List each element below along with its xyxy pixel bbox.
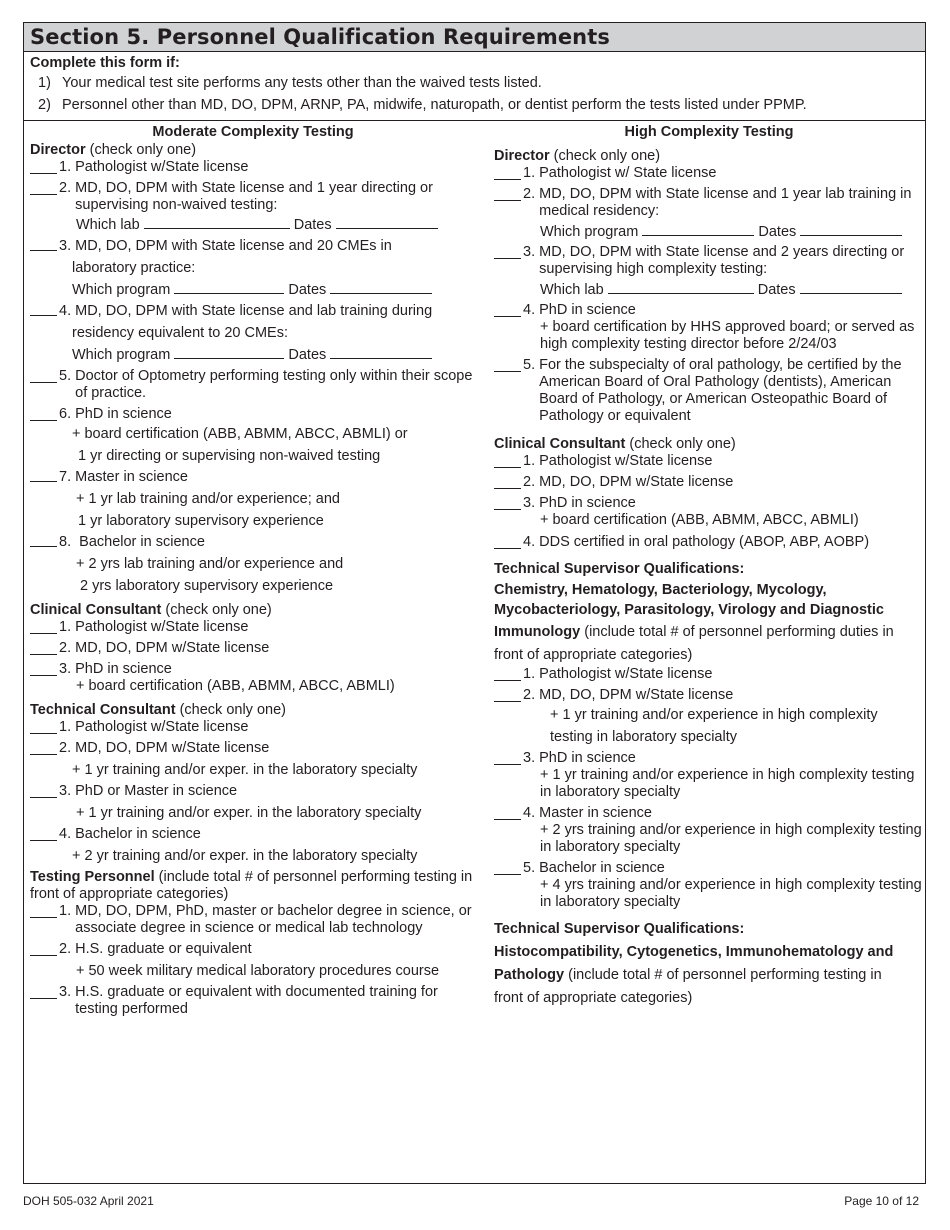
checklist-item[interactable]: 5. Bachelor in science (494, 860, 924, 877)
count-blank[interactable] (30, 903, 57, 918)
section-heading: Director (check only one) (30, 142, 197, 158)
intro-condition: 1) Your medical test site performs any tests other than the waived tests listed. (38, 75, 542, 91)
count-blank[interactable] (494, 666, 521, 681)
count-blank[interactable] (494, 495, 521, 510)
checklist-item[interactable]: 3. PhD in science (494, 495, 924, 512)
section-heading: Director (check only one) (494, 148, 661, 164)
checklist-item[interactable]: 3. PhD in science (30, 661, 476, 678)
count-blank[interactable] (30, 941, 57, 956)
checklist-item[interactable]: 8. Bachelor in science (30, 532, 476, 553)
lab-field[interactable] (608, 281, 754, 294)
checklist-item[interactable]: 2. H.S. graduate or equivalent (30, 941, 476, 958)
count-blank[interactable] (30, 406, 57, 421)
item-sub: 1 yr laboratory supervisory experience (78, 513, 324, 529)
fill-row: Which lab Dates (494, 278, 924, 302)
count-blank[interactable] (30, 719, 57, 734)
count-blank[interactable] (494, 357, 521, 372)
section-heading: Clinical Consultant (check only one) (30, 602, 272, 618)
count-blank[interactable] (30, 368, 57, 383)
item-sub: + 1 yr training and/or exper. in the laboratory specialty (72, 762, 418, 778)
count-blank[interactable] (494, 165, 521, 180)
count-blank[interactable] (30, 783, 57, 798)
dates-field[interactable] (336, 216, 438, 229)
lab-field[interactable] (144, 216, 290, 229)
dates-field[interactable] (330, 281, 432, 294)
item-sub: + 1 yr lab training and/or experience; and (76, 491, 340, 507)
fill-row: Which program Dates (30, 279, 476, 301)
checklist-item[interactable]: 4. Master in science (494, 805, 924, 822)
count-blank[interactable] (30, 984, 57, 999)
checklist-item[interactable]: 4. MD, DO, DPM with State license and lab training during (30, 301, 476, 322)
column-title: High Complexity Testing (624, 124, 794, 140)
count-blank[interactable] (494, 534, 521, 549)
fill-row: Which lab Dates (30, 214, 476, 236)
fill-row: Which program Dates (30, 344, 476, 366)
moderate-complexity-column (30, 123, 476, 1018)
section-heading: Testing Personnel (include total # of personnel performing testing in front of appropriate categories) (30, 869, 473, 902)
checklist-item[interactable]: 1. Pathologist w/State license (494, 666, 924, 683)
count-blank[interactable] (494, 186, 521, 201)
footer-form-number: DOH 505-032 April 2021 (23, 1194, 154, 1208)
checklist-item[interactable]: 2. MD, DO, DPM with State license and 1 year lab training in medical residency: (494, 186, 924, 220)
section-subheading: Chemistry, Hematology, Bacteriology, Mycology, (494, 582, 827, 598)
count-blank[interactable] (494, 687, 521, 702)
checklist-item[interactable]: 4. Bachelor in science (30, 826, 476, 843)
item-sub: + board certification (ABB, ABMM, ABCC, ABMLI) (76, 678, 395, 694)
count-blank[interactable] (30, 236, 57, 251)
count-blank[interactable] (494, 453, 521, 468)
item-cont: residency equivalent to 20 CMEs: (72, 325, 288, 341)
item-cont: laboratory practice: (72, 260, 196, 276)
count-blank[interactable] (30, 661, 57, 676)
count-blank[interactable] (30, 301, 57, 316)
count-blank[interactable] (30, 619, 57, 634)
program-field[interactable] (642, 223, 754, 236)
section-subheading: Histocompatibility, Cytogenetics, Immunohematology and (494, 944, 894, 960)
section-subheading: Immunology (include total # of personnel performing duties in (494, 624, 894, 640)
program-field[interactable] (174, 281, 284, 294)
count-blank[interactable] (30, 180, 57, 195)
high-complexity-column (494, 123, 924, 1009)
dates-field[interactable] (800, 281, 902, 294)
section-heading: Technical Supervisor Qualifications: (494, 921, 745, 937)
item-sub: + 1 yr training and/or experience in high complexity testing in laboratory specialty (540, 767, 915, 800)
program-field[interactable] (174, 346, 284, 359)
section-heading: Technical Consultant (check only one) (30, 702, 286, 718)
count-blank[interactable] (30, 640, 57, 655)
checklist-item[interactable]: 5. For the subspecialty of oral pathology, be certified by the American Board of Oral Pathology (dentists), American Board of Pathology, or American Osteopathic Board of Pathology or equivalent (494, 357, 924, 425)
count-blank[interactable] (494, 805, 521, 820)
divider (24, 120, 925, 121)
checklist-item[interactable]: 2. MD, DO, DPM w/State license (30, 640, 476, 657)
checklist-item[interactable]: 1. Pathologist w/State license (494, 453, 924, 470)
count-blank[interactable] (494, 474, 521, 489)
count-blank[interactable] (494, 750, 521, 765)
checklist-item[interactable]: 1. Pathologist w/ State license (494, 165, 924, 182)
section-note: front of appropriate categories) (494, 647, 693, 663)
count-blank[interactable] (30, 826, 57, 841)
form-frame (23, 22, 926, 1184)
count-blank[interactable] (30, 740, 57, 755)
checklist-item[interactable]: 2. MD, DO, DPM w/State license (30, 740, 476, 757)
fill-row: Which program Dates (494, 220, 924, 244)
section-subheading: Pathology (include total # of personnel performing testing in (494, 967, 882, 983)
footer-page-number: Page 10 of 12 (844, 1194, 919, 1208)
checklist-item[interactable]: 1. Pathologist w/State license (30, 619, 476, 636)
section-title: Section 5. Personnel Qualification Requirements (30, 25, 610, 49)
intro-condition: 2) Personnel other than MD, DO, DPM, ARNP, PA, midwife, naturopath, or dentist perform the tests listed under PPMP. (38, 97, 807, 113)
checklist-item[interactable]: 7. Master in science (30, 467, 476, 488)
count-blank[interactable] (30, 532, 57, 547)
checklist-item[interactable]: 3. H.S. graduate or equivalent with documented training for testing performed (30, 984, 476, 1018)
item-sub: 1 yr directing or supervising non-waived testing (78, 448, 381, 464)
checklist-item[interactable]: 3. MD, DO, DPM with State license and 2 years directing or supervising high complexity testing: (494, 244, 924, 278)
column-title: Moderate Complexity Testing (152, 124, 354, 140)
item-sub: + 1 yr training and/or exper. in the laboratory specialty (76, 805, 422, 821)
checklist-item[interactable]: 3. PhD in science (494, 750, 924, 767)
checklist-item[interactable]: 1. Pathologist w/State license (30, 159, 476, 176)
count-blank[interactable] (30, 467, 57, 482)
section-subheading: Mycobacteriology, Parasitology, Virology and Diagnostic (494, 602, 884, 618)
checklist-item[interactable]: 1. MD, DO, DPM, PhD, master or bachelor degree in science, or associate degree in science or medical lab technology (30, 903, 476, 937)
item-sub: + 2 yrs training and/or experience in high complexity testing in laboratory specialty (540, 822, 922, 855)
count-blank[interactable] (30, 159, 57, 174)
checklist-item[interactable]: 4. DDS certified in oral pathology (ABOP, ABP, AOBP) (494, 534, 924, 551)
item-sub: + board certification (ABB, ABMM, ABCC, ABMLI) or (72, 426, 408, 442)
checklist-item[interactable]: 3. MD, DO, DPM with State license and 20 CMEs in (30, 236, 476, 257)
item-sub: + 2 yrs lab training and/or experience and (76, 556, 344, 572)
item-sub: 2 yrs laboratory supervisory experience (80, 578, 334, 594)
count-blank[interactable] (494, 302, 521, 317)
section-note: front of appropriate categories) (494, 990, 693, 1006)
item-sub: + 1 yr training and/or experience in high complexity (550, 707, 878, 723)
item-sub: + 4 yrs training and/or experience in high complexity testing in laboratory specialty (540, 877, 922, 910)
section-heading: Technical Supervisor Qualifications: (494, 561, 745, 577)
item-sub: + board certification (ABB, ABMM, ABCC, ABMLI) (540, 512, 859, 528)
dates-field[interactable] (800, 223, 902, 236)
checklist-item[interactable]: 2. MD, DO, DPM with State license and 1 year directing or supervising non-waived testing: (30, 180, 476, 214)
item-sub: + 50 week military medical laboratory procedures course (76, 963, 440, 979)
section-header (24, 23, 925, 52)
item-sub: + board certification by HHS approved board; or served as high complexity testing director before 2/24/03 (540, 319, 915, 352)
count-blank[interactable] (494, 860, 521, 875)
checklist-item[interactable]: 2. MD, DO, DPM w/State license (494, 687, 924, 704)
checklist-item[interactable]: 1. Pathologist w/State license (30, 719, 476, 736)
checklist-item[interactable]: 2. MD, DO, DPM w/State license (494, 474, 924, 491)
checklist-item[interactable]: 6. PhD in science (30, 406, 476, 423)
checklist-item[interactable]: 5. Doctor of Optometry performing testing only within their scope of practice. (30, 368, 476, 402)
item-sub: + 2 yr training and/or exper. in the laboratory specialty (72, 848, 418, 864)
count-blank[interactable] (494, 244, 521, 259)
intro-lead: Complete this form if: (30, 55, 180, 71)
dates-field[interactable] (330, 346, 432, 359)
checklist-item[interactable]: 4. PhD in science (494, 302, 924, 319)
section-heading: Clinical Consultant (check only one) (494, 436, 736, 452)
intro (30, 54, 919, 115)
item-sub: testing in laboratory specialty (550, 729, 737, 745)
checklist-item[interactable]: 3. PhD or Master in science (30, 783, 476, 800)
